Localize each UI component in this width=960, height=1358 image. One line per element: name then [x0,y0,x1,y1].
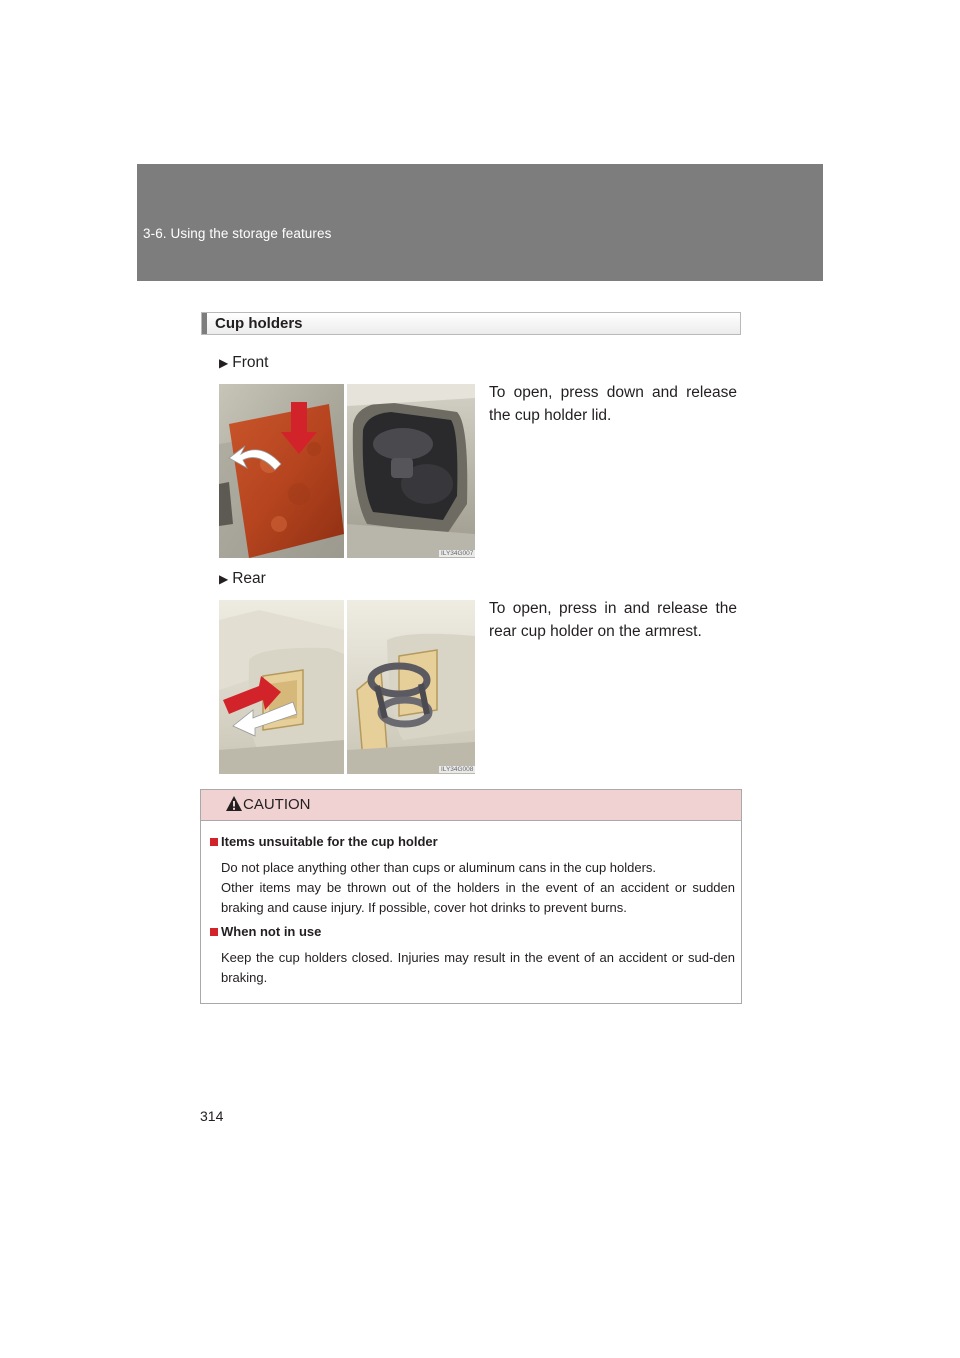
caution-item-text: Other items may be thrown out of the holders in the event of an accident or sudden braking and cause injury. If possible, cover hot drinks to prevent burns. [221,880,735,915]
caution-header [201,790,741,821]
warning-triangle-icon [225,795,243,813]
section-title: Cup holders [215,315,303,332]
front-image-code: ILY34G007 [441,550,474,557]
caution-box [200,789,742,1004]
page-header [137,164,823,281]
caution-item-text: Keep the cup holders closed. Injuries may result in the event of an accident or sud-den braking. [221,950,735,985]
caution-item-heading-text: When not in use [221,924,322,939]
triangle-right-icon: ▶ [219,356,229,370]
front-description: To open, press down and release the cup holder lid. [489,384,737,424]
triangle-right-icon: ▶ [219,572,229,586]
rear-closed-illustration [219,600,344,774]
rear-image-code: ILY34G008 [441,766,474,773]
section-title-bar [201,312,741,335]
caution-item-text: Do not place anything other than cups or aluminum cans in the cup holders. [221,860,657,875]
front-open-illustration [347,384,475,558]
rear-description: To open, press in and release the rear cup holder on the armrest. [489,600,737,640]
caution-item-heading [210,924,321,939]
bullet-square-icon [210,928,218,936]
rear-image-open [347,600,475,774]
caution-item-heading [210,834,438,849]
front-subheading [219,354,268,372]
front-image-closed [219,384,344,558]
section-bar-marker [202,313,207,334]
section-breadcrumb: 3-6. Using the storage features [143,226,332,241]
front-closed-illustration [219,384,344,558]
caution-item-heading-text: Items unsuitable for the cup holder [221,834,438,849]
page-number: 314 [200,1108,224,1124]
caution-title: CAUTION [243,796,311,813]
bullet-square-icon [210,838,218,846]
rear-image-closed [219,600,344,774]
rear-open-illustration [347,600,475,774]
front-image-open [347,384,475,558]
rear-subheading [219,570,266,588]
rear-label: Rear [232,570,266,587]
front-label: Front [232,354,269,371]
